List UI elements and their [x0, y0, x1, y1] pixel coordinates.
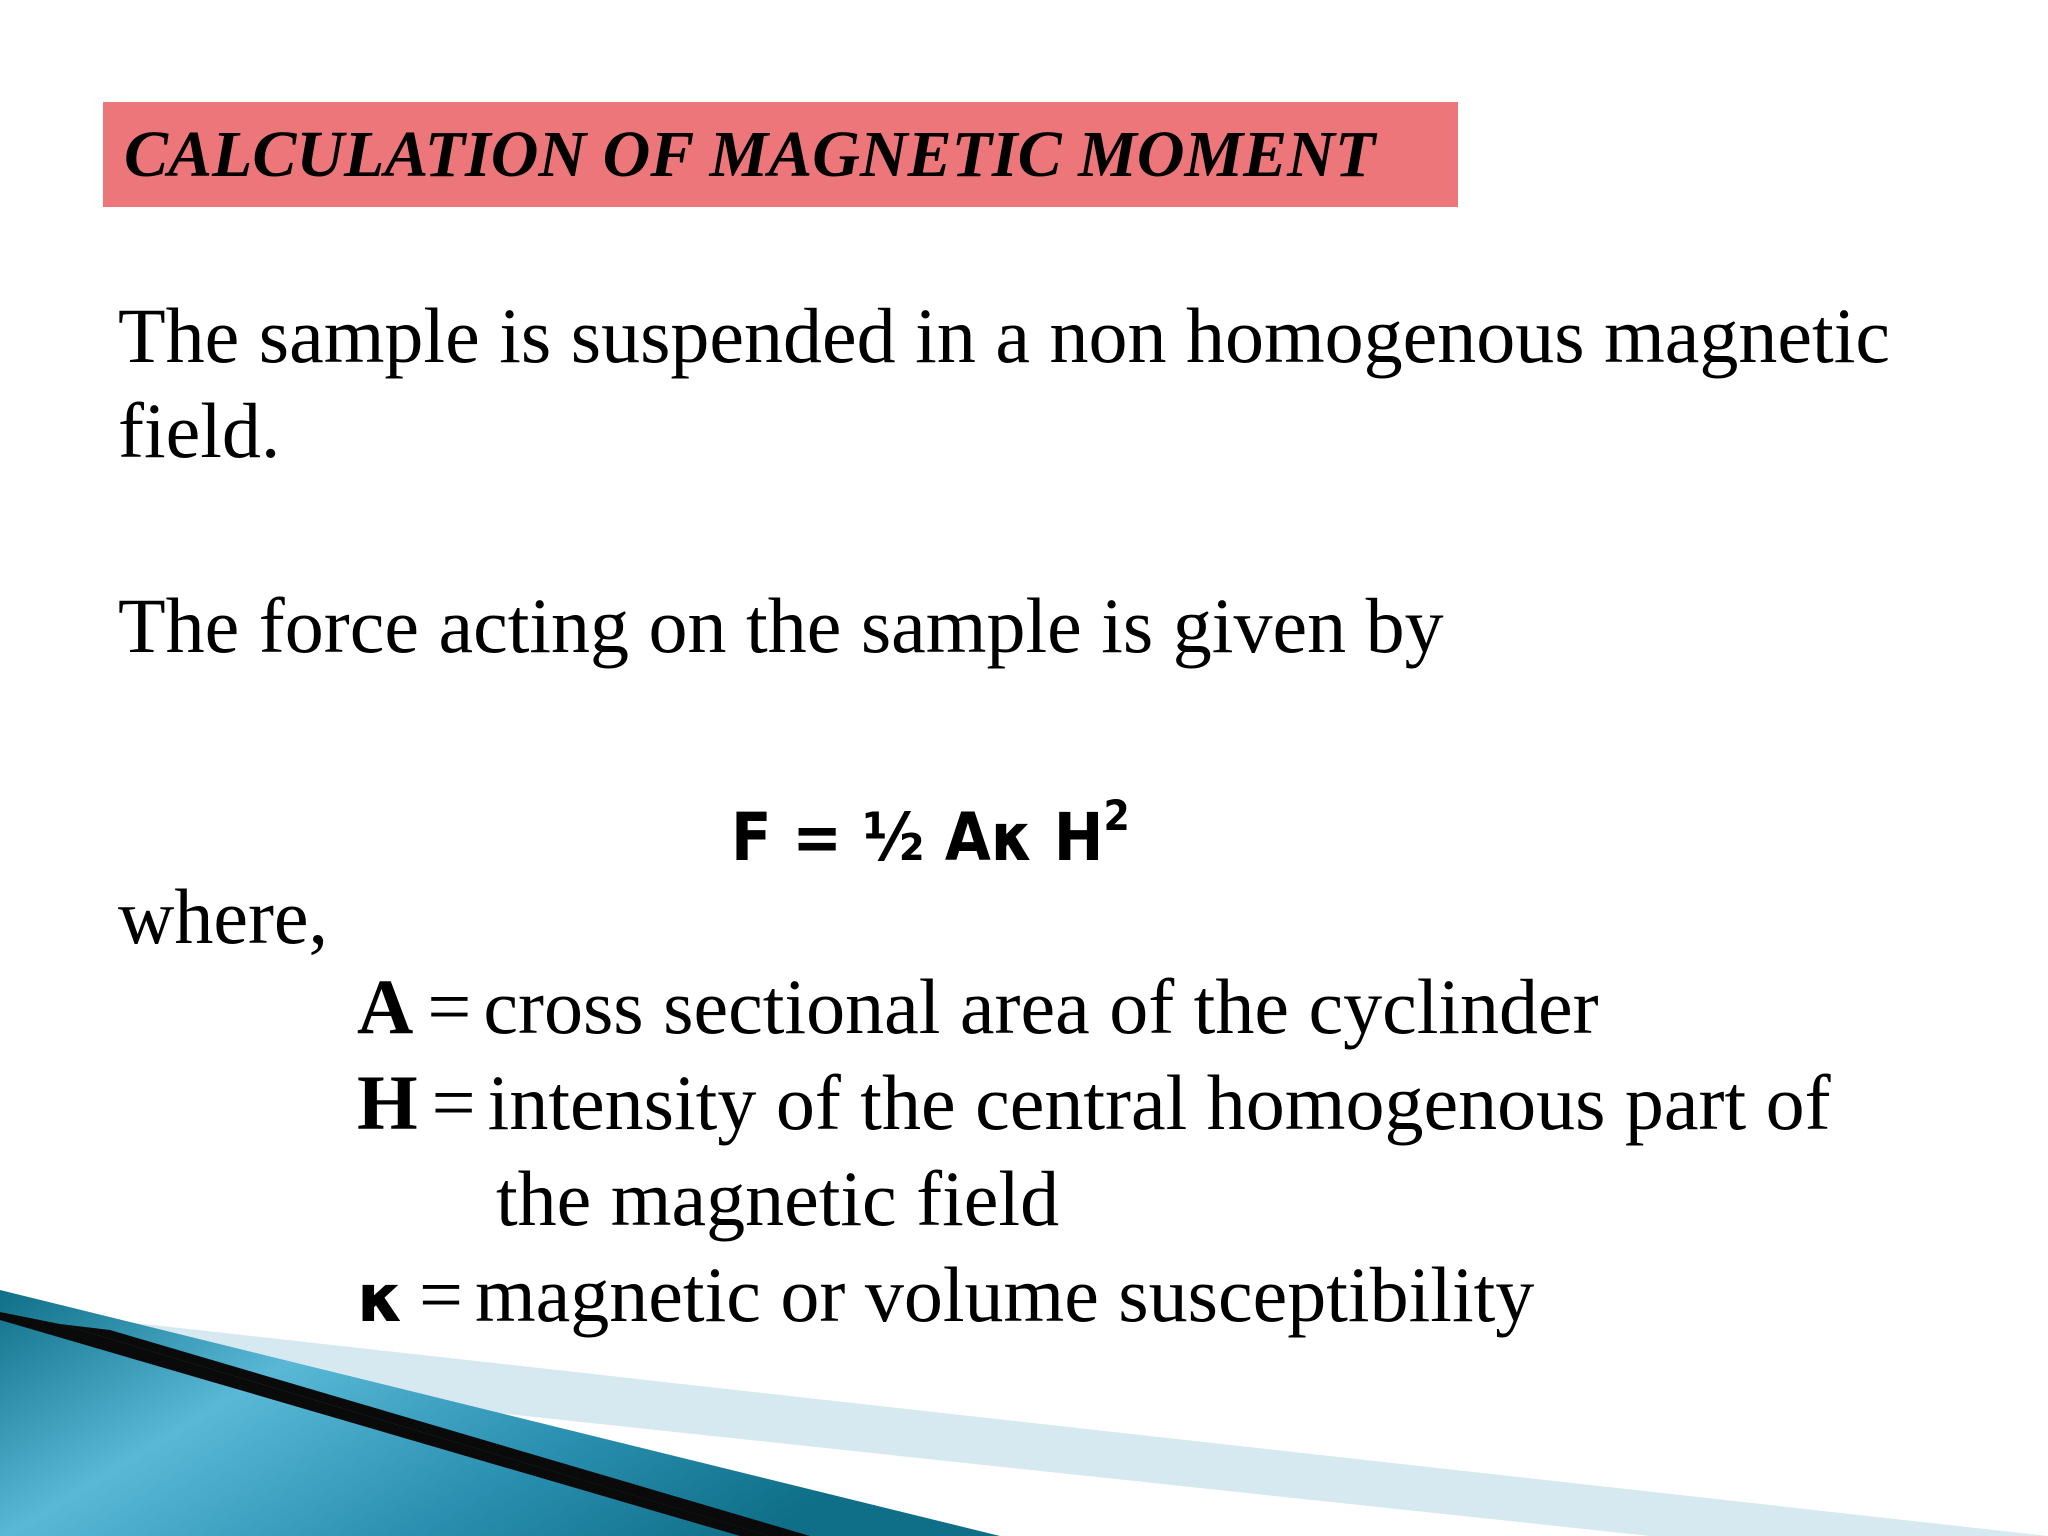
- body-line-1: The sample is suspended in a non homogenous magnetic: [118, 292, 1890, 379]
- definition-equals: =: [431, 1059, 476, 1146]
- corner-decoration: [0, 1290, 2048, 1536]
- definition-h-continuation: the magnetic field: [496, 1155, 1060, 1242]
- definition-text: cross sectional area of the cyclinder: [483, 963, 1599, 1050]
- formula-main: F = ½ Aκ H: [731, 799, 1104, 876]
- definition-text: intensity of the central homogenous part of: [487, 1059, 1831, 1146]
- definition-text: magnetic or volume susceptibility: [475, 1251, 1535, 1338]
- definition-symbol: A: [357, 963, 414, 1050]
- definition-symbol: H: [357, 1059, 418, 1146]
- definition-equals: =: [419, 1251, 463, 1338]
- definition-equals: =: [427, 963, 472, 1050]
- where-label: where,: [118, 873, 329, 960]
- body-line-3: The force acting on the sample is given by: [118, 582, 1444, 669]
- slide-title: CALCULATION OF MAGNETIC MOMENT: [124, 117, 1376, 191]
- body-line-2: field.: [118, 387, 281, 474]
- force-formula: [731, 771, 1130, 883]
- definition-a: [357, 960, 1599, 1054]
- definition-symbol: κ: [357, 1260, 404, 1337]
- title-banner: [103, 102, 1458, 207]
- definition-h: [357, 1056, 1831, 1150]
- formula-exponent: 2: [1103, 791, 1130, 840]
